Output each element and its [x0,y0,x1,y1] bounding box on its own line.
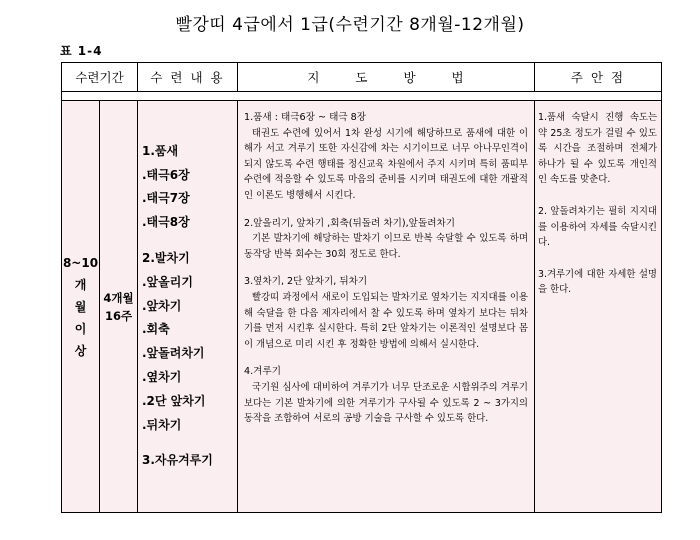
note-item: 3.겨루기에 대한 자세한 설명을 한다. [538,268,657,296]
content-item: 1.품새 [142,143,179,158]
guidance-section [244,364,528,426]
content-item: .뒤차기 [142,417,182,432]
content-item: 2.발차기 [142,251,190,265]
duration-line: 4개월 [103,290,134,305]
grade-cell [62,101,100,513]
guidance-heading: 1.품새 : 태극6장 ~ 태극 8장 [244,112,367,123]
guidance-cell [238,101,535,513]
content-item: 3.자유겨루기 [142,453,213,468]
guidance-body: 국기원 심사에 대비하여 겨루기가 너무 단조로운 시합위주의 겨루기보다는 기본 발차기에 의한 겨루기가 구사될 수 있도록 2 ~ 3가지의 동작을 조합하여 서로의 공방 기술을 구사할 수 있도록 한다. [244,381,528,425]
header-period: 수련기간 [62,63,138,92]
grade-line: 개 [74,277,87,292]
guidance-body: 태권도 수련에 있어서 1차 완성 시기에 해당하므로 품새에 대한 이해가 서고 겨루기 또한 자신감에 차는 시기이므로 너무 아나무인격이 되지 않도록 수련 행태를 정신교육 차원에서 주지 시키며 특히 품띠부 수련에 적응할 수 있도록 마음의 준비를 시키며 태권도에 대한 개괄적인 이론도 병행해서 시킨다. [244,127,528,201]
body-row [62,101,662,513]
guidance-section [244,216,528,263]
guidance-heading: 3.옆차기, 2단 앞차기, 뒤차기 [244,276,368,288]
header-guidance: 지 도 방 법 [238,63,535,92]
notes-cell [535,101,662,513]
grade-line: 이 [74,321,87,336]
guidance-heading: 2.앞올리기, 앞차기 ,회축(뒤돌려 차기),앞돌려차기 [244,217,456,229]
content-item: .앞차기 [142,298,182,313]
content-spacer [142,437,237,449]
grade-line: 상 [74,343,87,358]
content-cell [138,101,238,513]
content-item: .앞돌려차기 [142,346,205,361]
content-item: .옆차기 [142,369,182,384]
content-item: .2단 앞차기 [142,393,206,408]
header-row [62,63,662,92]
spacer-row [62,92,662,101]
header-content: 수 련 내 용 [138,63,238,92]
content-item: .태극7장 [142,191,190,206]
grade-line: 8~10 [62,255,99,270]
guidance-body: 빨강띠 과정에서 새로이 도입되는 발차기로 옆차기는 지지대를 이용해 숙달을 한 다음 제자리에서 찰 수 있도록 하며 옆차기 보다는 뒤차기를 먼저 시킨후 실시한다. 특히 2단 앞차기는 이론적인 설명보다 몸이 개념으로 미리 시킨 후 정확한 방법에 의해서 실시한다. [244,291,528,350]
guidance-heading: 4.겨루기 [244,366,281,378]
guidance-section [244,110,528,204]
content-item: .태극8장 [142,215,190,230]
page-title: 빨강띠 4급에서 1급(수련기간 8개월-12개월) [175,15,525,35]
content-item: .앞올리기 [142,274,193,289]
duration-line: 16주 [104,308,133,323]
content-item: .태극6장 [142,167,190,182]
duration-cell [100,101,138,513]
content-spacer [142,235,237,247]
header-notes: 주 안 점 [535,63,662,92]
guidance-body: 기본 발차기에 해당하는 발차기 이므로 반복 숙달할 수 있도록 하며 동작당 반복 회수는 30회 정도로 한다. [244,233,528,260]
content-item: .회축 [142,322,170,337]
curriculum-table [61,62,662,513]
note-item: 1.품새 숙달시 진행 속도는 약 25초 정도가 걸릴 수 있도록 시간을 조절하며 전체가 하나가 될 수 있도록 개인적인 속도를 맞춘다. [538,112,657,186]
table-label: 표 1-4 [60,44,103,58]
note-item: 2. 앞돌려차기는 필히 지지대를 이용하여 자세를 숙달시킨다. [538,205,657,249]
grade-line: 월 [74,299,87,314]
guidance-section [244,274,528,352]
